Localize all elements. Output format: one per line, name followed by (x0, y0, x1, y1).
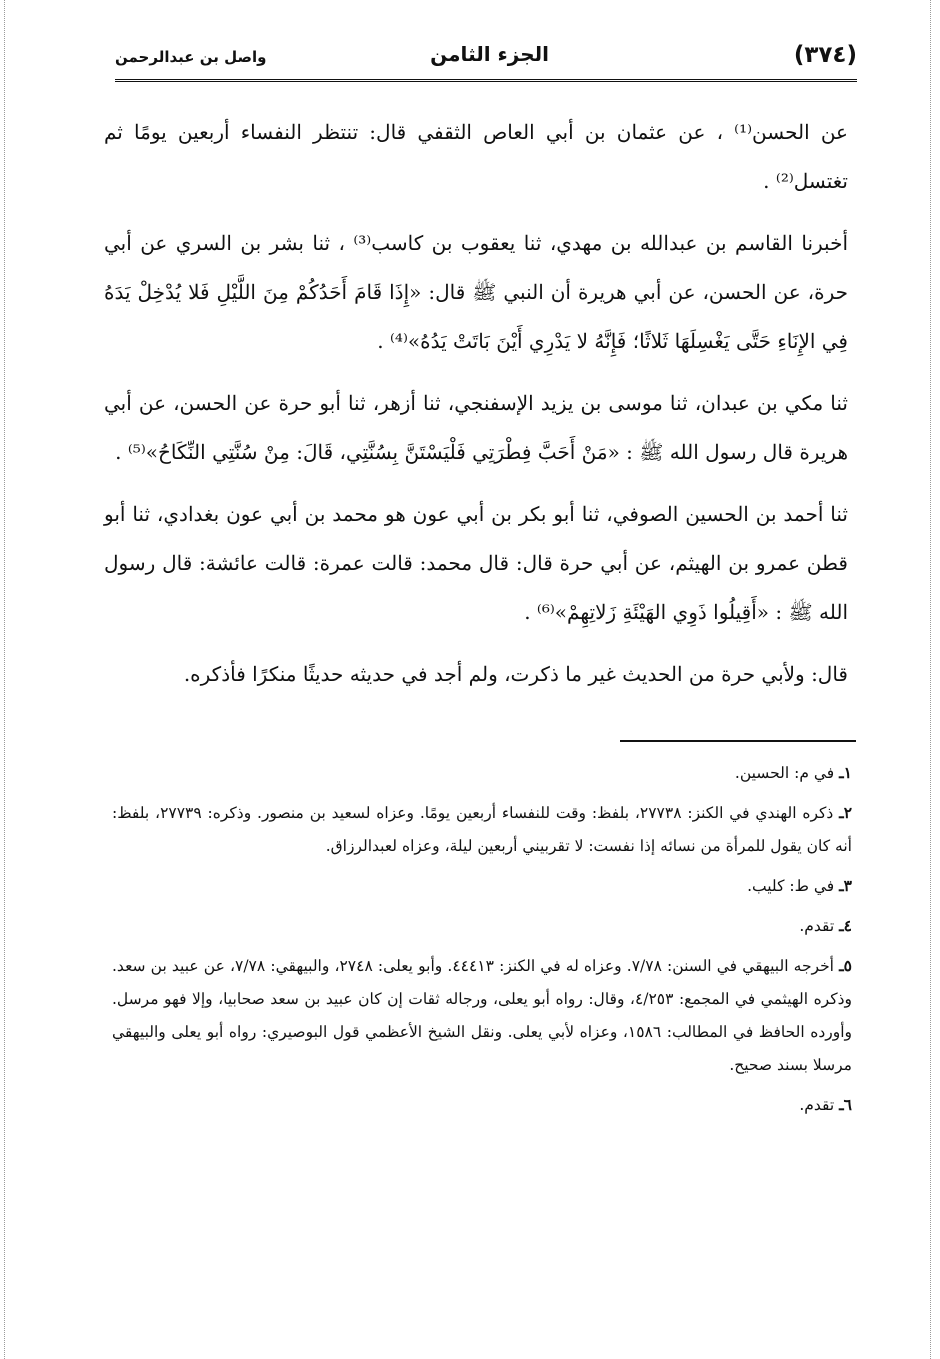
header-rule (115, 79, 857, 82)
footnotes (112, 756, 852, 1128)
footnote-4 (112, 909, 852, 943)
part-title: الجزء الثامن (430, 42, 549, 66)
paragraph-1: عن الحسن⁽¹⁾ ، عن عثمان بن أبي العاص الثقفي قال: تنتظر النفساء أربعين يومًا ثم تغتسل⁽²⁾ . (104, 120, 848, 193)
footnote-text: أخرجه البيهقي في السنن: ٧/٧٨. وعزاه له في الكنز: ٤٤٤١٣. وأبو يعلى: ٢٧٤٨، والبيهقي: ٧/٧٨، عن عبيد بن سعد. وذكره الهيثمي في المجمع: ٤/٢٥٣، وقال: رواه أبو يعلى، ورجاله ثقات إن كان عبيد بن سعد صحابيا، وإلا فهو مرسل. وأورده الحافظ في المطالب: ١٥٨٦، وعزاه لأبي يعلى. ونقل الشيخ الأعظمي قول البوصيري: رواه أبو يعلى والبيهقي مرسلا بسند صحيح. (112, 957, 853, 1074)
running-header (115, 38, 857, 82)
paragraph-4: ثنا أحمد بن الحسين الصوفي، ثنا أبو بكر بن أبي عون هو محمد بن أبي عون بغدادي، ثنا أبو قطن عمرو بن الهيثم، عن أبي حرة قال: قال محمد: قالت عمرة: قالت عائشة: قال رسول الله ﷺ : «أَقِيلُوا ذَوِي الهَيْئَةِ زَلاتِهِمْ»⁽⁶⁾ . (104, 502, 848, 624)
scan-edge-left (4, 0, 6, 1359)
footnote-number: ٤ـ (839, 916, 852, 935)
footnote-separator (620, 740, 856, 742)
paragraph-2: أخبرنا القاسم بن عبدالله بن مهدي، ثنا يعقوب بن كاسب⁽³⁾ ، ثنا بشر بن السري عن أبي حرة، عن الحسن، عن أبي هريرة أن النبي ﷺ قال: «إِذَا قَامَ أَحَدُكُمْ مِنَ اللَّيْلِ فَلا يُدْخِلْ يَدَهُ فِي الإِنَاءِ حَتَّى يَغْسِلَهَا ثَلاثًا؛ فَإِنَّهُ لا يَدْرِي أَيْنَ بَاتَتْ يَدُهُ»⁽⁴⁾ . (104, 231, 848, 353)
main-text (104, 108, 848, 712)
footnote-number: ٢ـ (839, 803, 853, 822)
page-number: (٣٧٤) (793, 42, 857, 68)
footnote-3 (112, 869, 852, 903)
footnote-text: تقدم. (799, 1096, 835, 1114)
footnote-5 (112, 949, 852, 1082)
paragraph-3: ثنا مكي بن عبدان، ثنا موسى بن يزيد الإسفنجي، ثنا أزهر، ثنا أبو حرة عن الحسن، عن أبي هريرة قال رسول الله ﷺ : «مَنْ أَحَبَّ فِطْرَتِي فَلْيَسْتَنَّ بِسُنَّتِي، قَالَ: مِنْ سُنَّتِي النِّكَاحُ»⁽⁵⁾ . (104, 391, 848, 464)
footnote-text: ذكره الهندي في الكنز: ٢٧٧٣٨، بلفظ: وقت للنفساء أربعين يومًا. وعزاه لسعيد بن منصور. وذكره: ٢٧٧٣٩، بلفظ: أنه كان يقول للمرأة من نسائه إذا نفست: لا تقربيني أربعين ليلة، وعزاه لعبدالرزاق. (112, 804, 852, 855)
footnote-number: ٦ـ (839, 1095, 852, 1114)
footnote-1 (112, 756, 852, 790)
footnote-number: ٥ـ (839, 956, 852, 975)
footnote-2 (112, 796, 852, 863)
footnote-6 (112, 1088, 852, 1122)
scan-edge-right (930, 0, 932, 1359)
paragraph-5: قال: ولأبي حرة من الحديث غير ما ذكرت، ولم أجد في حديثه حديثًا منكرًا فأذكره. (183, 662, 848, 686)
footnote-number: ١ـ (839, 763, 852, 782)
footnote-number: ٣ـ (839, 876, 852, 895)
book-title: واصل بن عبدالرحمن (115, 48, 267, 66)
footnote-text: في م: الحسين. (734, 764, 835, 782)
footnote-text: تقدم. (799, 917, 835, 935)
footnote-text: في ط: كليب. (747, 877, 835, 895)
